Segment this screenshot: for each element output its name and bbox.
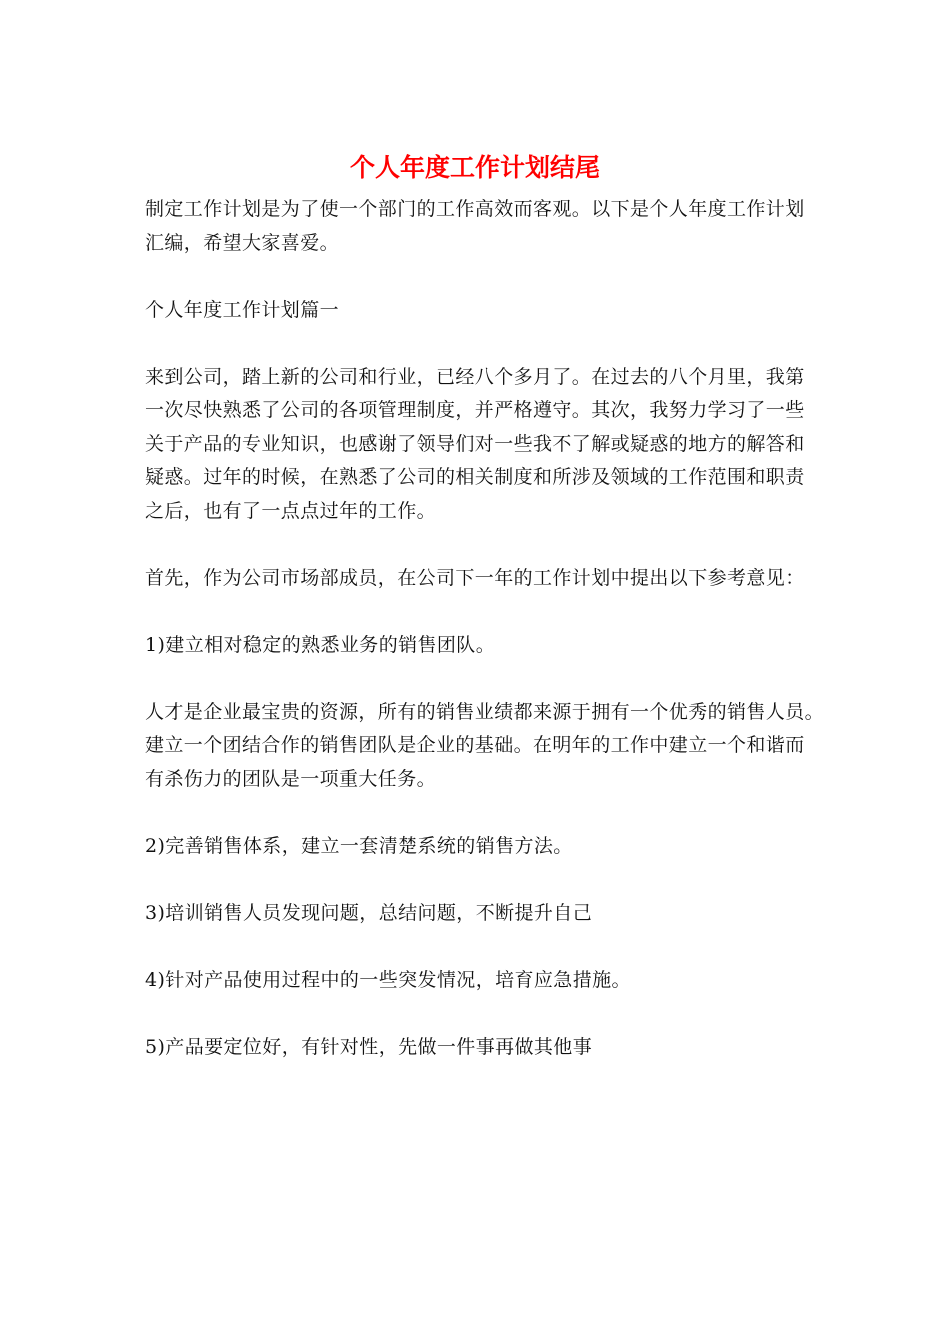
- list-item: [145, 629, 810, 663]
- text-line: 5)产品要定位好，有针对性，先做一件事再做其他事: [145, 1035, 593, 1058]
- text-line: 人才是企业最宝贵的资源，所有的销售业绩都来源于拥有一个优秀的销售人员。: [145, 700, 825, 723]
- text-line: 汇编，希望大家喜爱。: [145, 231, 340, 254]
- intro-paragraph: [145, 193, 810, 260]
- text-line: 1)建立相对稳定的熟悉业务的销售团队。: [145, 633, 496, 656]
- text-line: 之后，也有了一点点过年的工作。: [145, 499, 437, 522]
- text-line: 3)培训销售人员发现问题，总结问题，不断提升自己: [145, 901, 593, 924]
- body-paragraph: [145, 361, 810, 529]
- text-line: 疑惑。过年的时候，在熟悉了公司的相关制度和所涉及领域的工作范围和职责: [145, 466, 805, 488]
- document-title: 个人年度工作计划结尾: [349, 153, 600, 182]
- list-item: [145, 964, 810, 998]
- text-line: 来到公司，踏上新的公司和行业，已经八个多月了。在过去的八个月里，我第: [145, 365, 805, 388]
- list-item: [145, 897, 810, 931]
- body-paragraph: [145, 562, 810, 596]
- list-item: [145, 830, 810, 864]
- document-body: [145, 193, 825, 1098]
- text-line: 关于产品的专业知识，也感谢了领导们对一些我不了解或疑惑的地方的解答和: [145, 432, 805, 455]
- text-line: 4)针对产品使用过程中的一些突发情况，培育应急措施。: [145, 968, 631, 991]
- text-line: 建立一个团结合作的销售团队是企业的基础。在明年的工作中建立一个和谐而: [145, 734, 805, 756]
- section-heading: [145, 294, 810, 328]
- list-item: [145, 1031, 810, 1065]
- text-line: 首先，作为公司市场部成员，在公司下一年的工作计划中提出以下参考意见：: [145, 566, 805, 589]
- text-line: 个人年度工作计划篇一: [145, 298, 340, 321]
- text-line: 一次尽快熟悉了公司的各项管理制度，并严格遵守。其次，我努力学习了一些: [145, 399, 805, 421]
- text-line: 2)完善销售体系，建立一套清楚系统的销售方法。: [145, 834, 573, 857]
- text-line: 制定工作计划是为了使一个部门的工作高效而客观。以下是个人年度工作计划: [145, 198, 805, 220]
- text-line: 有杀伤力的团队是一项重大任务。: [145, 767, 437, 790]
- body-paragraph: [145, 696, 825, 797]
